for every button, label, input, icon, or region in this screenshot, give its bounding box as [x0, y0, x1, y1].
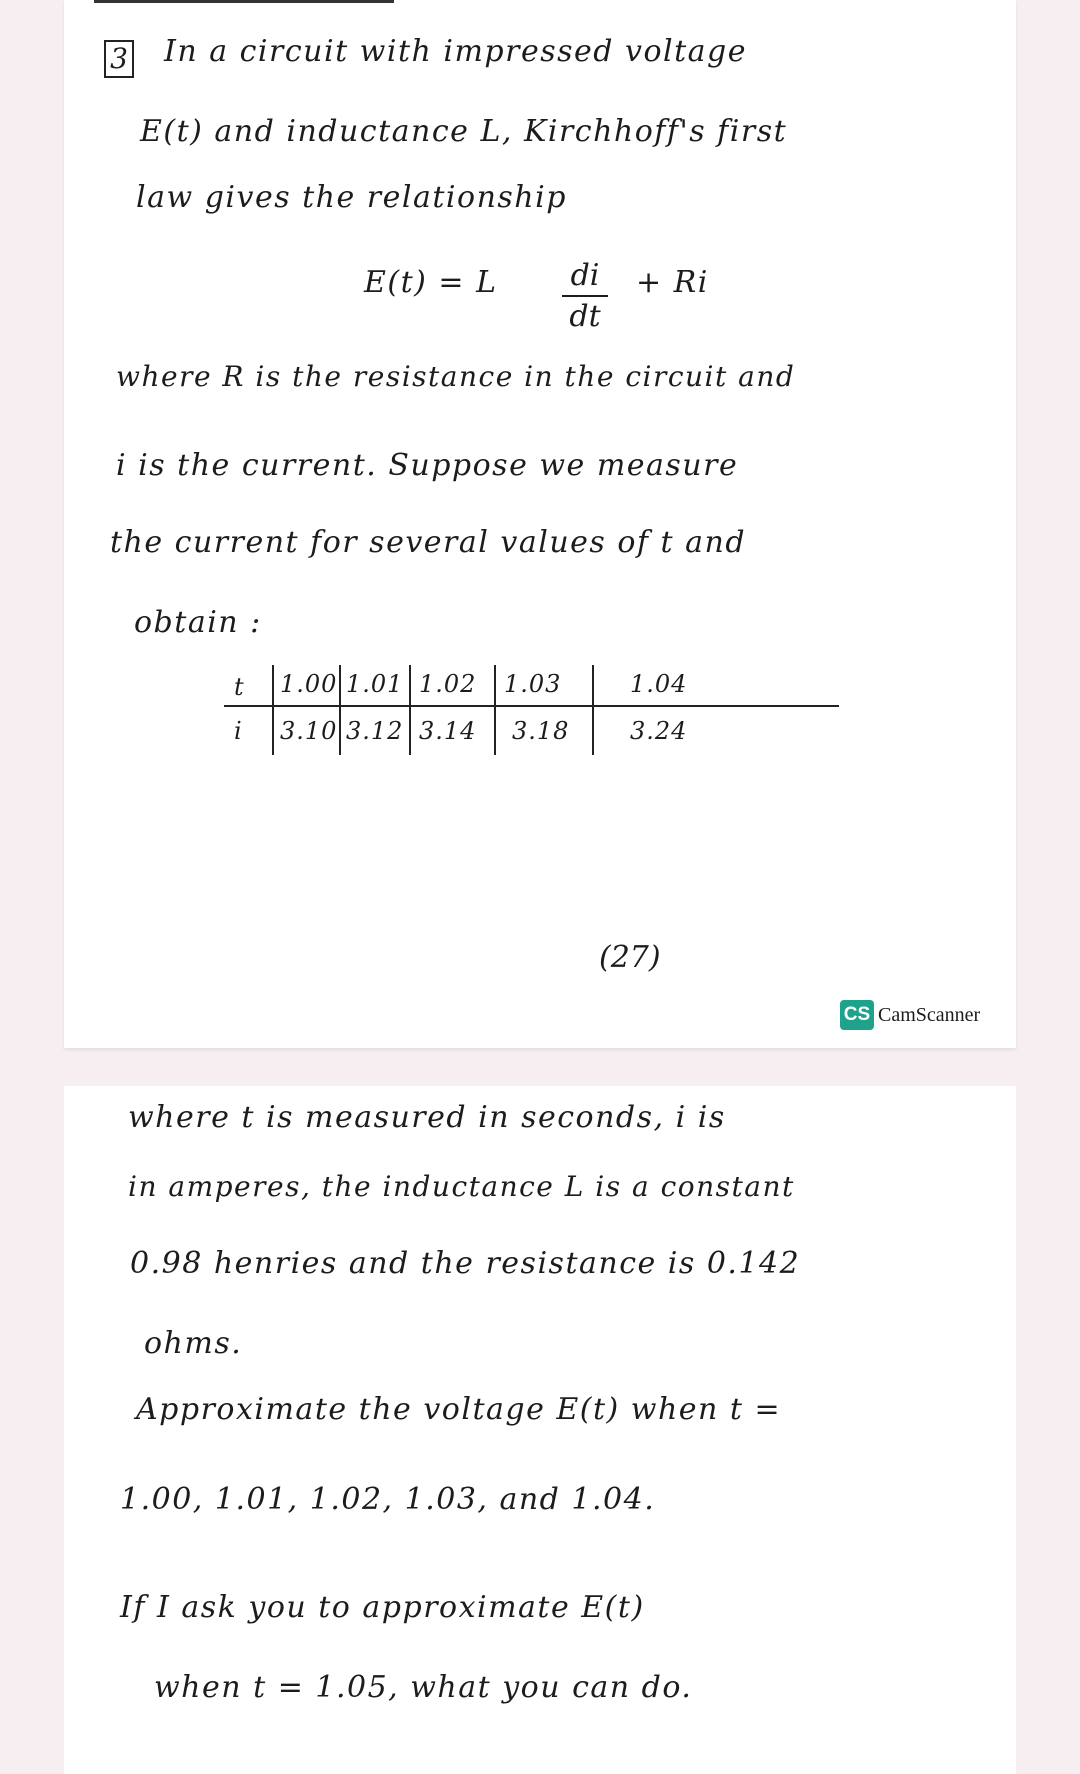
table-row-label-i: i	[234, 717, 243, 745]
equation-lhs: E(t) = L	[364, 265, 498, 300]
table-cell-t: 1.04	[630, 670, 688, 698]
table-row-label-t: t	[234, 673, 245, 701]
table-cell-i: 3.10	[280, 717, 338, 745]
fraction-numerator: di	[570, 258, 600, 293]
problem-line-10: 0.98 henries and the resistance is 0.142	[130, 1246, 801, 1281]
fraction-bar	[562, 295, 608, 297]
table-cell-i: 3.12	[346, 717, 404, 745]
current-data-table	[164, 665, 844, 755]
camscanner-logo-icon: CS	[840, 1000, 874, 1030]
problem-line-7: obtain :	[134, 605, 262, 640]
problem-line-3: law gives the relationship	[136, 180, 567, 215]
scanned-page-1	[64, 0, 1016, 1048]
problem-line-6: the current for several values of t and	[110, 525, 747, 560]
problem-number-box: 3	[104, 40, 134, 78]
problem-line-9: in amperes, the inductance L is a constant	[128, 1170, 795, 1203]
table-cell-i: 3.14	[419, 717, 477, 745]
table-cell-i: 3.24	[630, 717, 688, 745]
table-cell-t: 1.03	[504, 670, 562, 698]
camscanner-text: CamScanner	[878, 1003, 981, 1026]
problem-line-2: E(t) and inductance L, Kirchhoff's first	[140, 114, 788, 149]
table-cell-t: 1.01	[346, 670, 404, 698]
table-header-rule	[224, 705, 839, 707]
fraction-denominator: dt	[569, 299, 601, 334]
table-divider	[494, 665, 496, 755]
problem-line-8: where t is measured in seconds, i is	[128, 1100, 726, 1135]
camscanner-watermark	[840, 1000, 980, 1030]
top-rule	[94, 0, 394, 3]
page-number: (27)	[599, 940, 661, 975]
problem-line-11: ohms.	[144, 1326, 243, 1361]
table-cell-t: 1.02	[419, 670, 477, 698]
problem-line-4: where R is the resistance in the circuit and	[116, 360, 796, 393]
scanned-page-2	[64, 1086, 1016, 1774]
table-divider	[409, 665, 411, 755]
table-cell-t: 1.00	[280, 670, 338, 698]
problem-line-14: If I ask you to approximate E(t)	[120, 1590, 645, 1625]
problem-line-13: 1.00, 1.01, 1.02, 1.03, and 1.04.	[120, 1482, 656, 1517]
problem-line-1: In a circuit with impressed voltage	[164, 34, 747, 69]
derivative-fraction	[562, 258, 608, 334]
table-divider	[592, 665, 594, 755]
problem-line-5: i is the current. Suppose we measure	[116, 448, 739, 483]
problem-line-12: Approximate the voltage E(t) when t =	[136, 1392, 782, 1427]
equation-rhs: + Ri	[636, 265, 709, 300]
problem-line-15: when t = 1.05, what you can do.	[154, 1670, 693, 1705]
table-cell-i: 3.18	[512, 717, 570, 745]
table-divider	[272, 665, 274, 755]
table-divider	[339, 665, 341, 755]
